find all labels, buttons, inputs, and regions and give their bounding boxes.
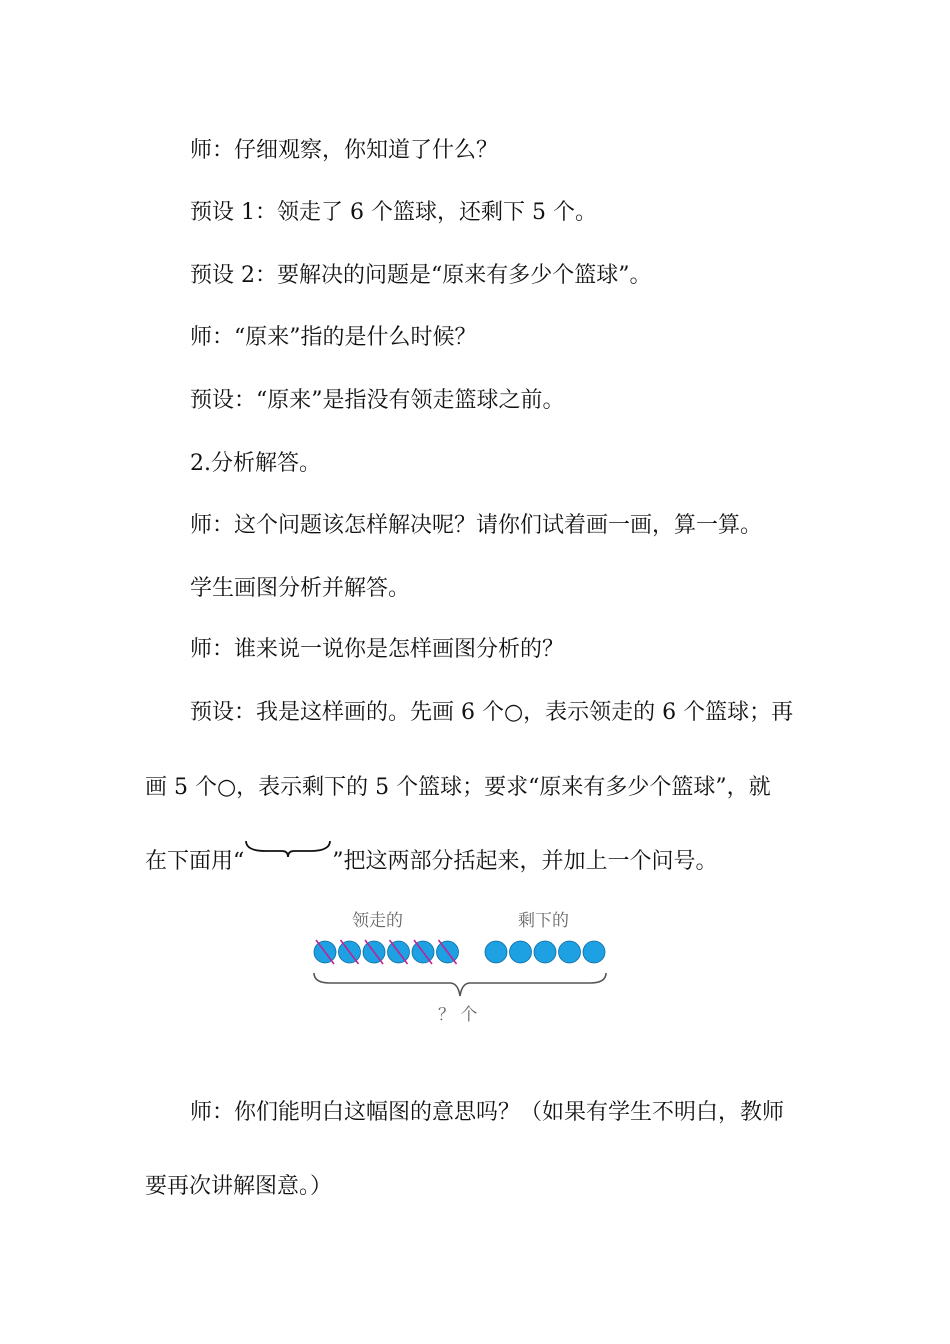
label-left: 剩下的 <box>518 911 569 931</box>
paragraph-7: 师：这个问题该怎样解决呢？请你们试着画一画，算一算。 <box>190 513 763 538</box>
paragraph-4: 师：“原来”指的是什么时候？ <box>190 325 477 350</box>
paragraph-10-line-3 <box>145 847 718 877</box>
paragraph-11-line-2: 要再次讲解图意。） <box>145 1174 333 1199</box>
paragraph-8: 学生画图分析并解答。 <box>190 576 411 601</box>
ball-left <box>534 941 556 963</box>
label-taken: 领走的 <box>352 911 403 931</box>
ball-left <box>559 941 581 963</box>
ball-left <box>485 941 507 963</box>
basketball-figure <box>300 900 630 1030</box>
paragraph-10-line-2: 画 5 个○，表示剩下的 5 个篮球；要求“原来有多少个篮球”，就 <box>145 775 771 800</box>
ball-left <box>510 941 532 963</box>
paragraph-9: 师：谁来说一说你是怎样画图分析的？ <box>190 637 565 662</box>
ball-left <box>583 941 605 963</box>
paragraph-11-line-1: 师：你们能明白这幅图的意思吗？（如果有学生不明白，教师 <box>190 1100 785 1125</box>
paragraph-10-pre: 在下面用“ <box>145 849 245 874</box>
total-brace <box>314 973 606 996</box>
paragraph-1: 师：仔细观察，你知道了什么？ <box>190 138 499 163</box>
section-heading: 2.分析解答。 <box>190 451 321 476</box>
paragraph-5: 预设：“原来”是指没有领走篮球之前。 <box>190 388 565 413</box>
brace-icon <box>244 839 332 859</box>
paragraph-10-line-1: 预设：我是这样画的。先画 6 个○，表示领走的 6 个篮球；再 <box>190 700 794 725</box>
paragraph-3: 预设 2：要解决的问题是“原来有多少个篮球”。 <box>190 263 652 288</box>
paragraph-10-post: ”把这两部分括起来，并加上一个问号。 <box>332 849 718 874</box>
label-total: ？ 个 <box>438 1005 478 1025</box>
paragraph-2: 预设 1：领走了 6 个篮球，还剩下 5 个。 <box>190 200 597 225</box>
